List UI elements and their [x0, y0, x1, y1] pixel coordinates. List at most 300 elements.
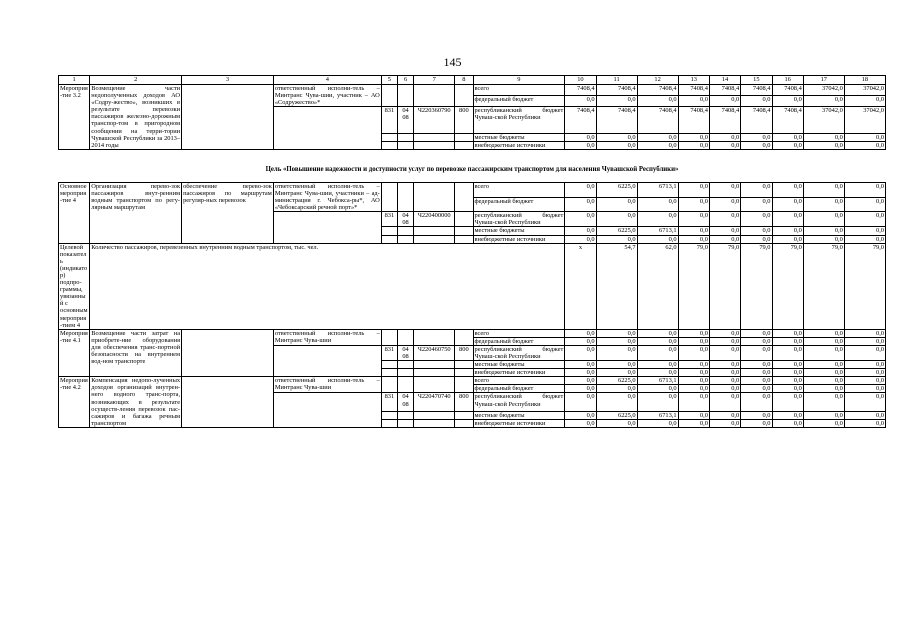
funding-value: 0,0: [772, 141, 803, 149]
funding-source: всего: [473, 182, 565, 197]
funding-value: 0,0: [596, 133, 637, 141]
column-number: 13: [678, 76, 709, 85]
vr-code: 800: [455, 345, 473, 360]
funding-value: 0,0: [596, 419, 637, 427]
block4-row-0: [59, 182, 886, 197]
funding-value: 0,0: [637, 385, 678, 393]
csr-code: [414, 361, 455, 369]
funding-value: 6713,1: [637, 377, 678, 385]
funding-value: 0,0: [709, 212, 740, 227]
funding-value: 0,0: [772, 385, 803, 393]
funding-source: местные бюджеты: [473, 227, 565, 235]
funding-source: местные бюджеты: [473, 361, 565, 369]
funding-value: 0,0: [709, 385, 740, 393]
funding-value: 0,0: [678, 227, 709, 235]
funding-value: 0,0: [565, 337, 596, 345]
column-number: 5: [381, 76, 397, 85]
funding-value: 0,0: [678, 212, 709, 227]
funding-value: 0,0: [596, 329, 637, 337]
funding-value: 0,0: [565, 141, 596, 149]
funding-value: 0,0: [844, 369, 885, 377]
indicator-value: 79,0: [741, 243, 772, 329]
column-number: 4: [273, 76, 381, 85]
funding-source: республиканский бюджет Чуваш-ской Республики: [474, 212, 564, 227]
rz-code: 04 08: [397, 393, 413, 411]
funding-value: 0,0: [741, 377, 772, 385]
funding-value: 0,0: [596, 393, 637, 411]
funding-source: республиканский бюджет Чуваш-ской Республики: [473, 393, 565, 411]
csr-code: [414, 227, 455, 235]
funding-value: 0,0: [596, 197, 637, 212]
funding-source: внебюджетные источники: [473, 235, 565, 243]
funding-value: 0,0: [565, 329, 596, 337]
funding-value: 0,0: [678, 419, 709, 427]
csr-code: [414, 411, 455, 419]
funding-value: 0,0: [565, 182, 596, 197]
grbs-code: [381, 141, 397, 149]
funding-value: 0,0: [709, 369, 740, 377]
funding-value: 0,0: [772, 361, 803, 369]
responsible-executor: ответственный исполни-тель – Минтранс Чува-шии: [274, 377, 380, 392]
funding-value: 7408,4: [741, 107, 772, 133]
funding-source: местные бюджеты: [473, 411, 565, 419]
funding-value: 7408,4: [596, 85, 637, 96]
rz-code: [397, 411, 413, 419]
responsible-executor: ответственный исполни-тель – Минтранс Чува-шии, участник – АО «Содружество»*: [274, 85, 380, 107]
funding-value: 0,0: [741, 345, 772, 360]
funding-value: 0,0: [803, 235, 844, 243]
indicator-value: 79,0: [709, 243, 740, 329]
funding-value: 0,0: [565, 361, 596, 369]
responsible-executor-cont: [273, 212, 381, 243]
indicator-value: 79,0: [844, 243, 885, 329]
funding-value: 0,0: [637, 141, 678, 149]
funding-value: 0,0: [596, 235, 637, 243]
funding-value: 0,0: [565, 369, 596, 377]
funding-value: 0,0: [803, 227, 844, 235]
funding-value: 0,0: [741, 141, 772, 149]
funding-value: 6713,1: [637, 227, 678, 235]
csr-code: [414, 141, 455, 149]
funding-value: 7408,4: [565, 85, 596, 96]
vr-code: [455, 85, 473, 107]
expected-result: [182, 329, 274, 377]
vr-code: [455, 377, 473, 393]
expected-result: [182, 377, 274, 428]
funding-value: 0,0: [844, 337, 885, 345]
funding-value: 0,0: [803, 212, 844, 227]
funding-value: 0,0: [678, 329, 709, 337]
grbs-code: [381, 133, 397, 141]
funding-value: 0,0: [637, 337, 678, 345]
funding-source: федеральный бюджет: [473, 96, 565, 107]
funding-value: 0,0: [678, 411, 709, 419]
block32-row-0: [59, 85, 886, 96]
funding-value: 0,0: [637, 393, 678, 411]
activity-name: Основное мероприя-тие 4: [59, 182, 90, 243]
funding-value: 0,0: [741, 197, 772, 212]
funding-value: 7408,4: [596, 107, 637, 133]
rz-code: [397, 227, 413, 235]
funding-value: 0,0: [844, 385, 885, 393]
funding-value: 0,0: [637, 212, 678, 227]
funding-value: 37042,0: [803, 107, 844, 133]
funding-source: республиканский бюджет Чуваш-ской Республики: [473, 107, 565, 133]
block41-row-0: [59, 329, 886, 337]
funding-value: 0,0: [844, 227, 885, 235]
funding-source: федеральный бюджет: [473, 337, 565, 345]
funding-value: 0,0: [844, 96, 885, 107]
funding-value: 0,0: [709, 377, 740, 385]
column-number: 16: [772, 76, 803, 85]
column-number: 17: [803, 76, 844, 85]
funding-value: 0,0: [803, 361, 844, 369]
funding-value: 0,0: [637, 235, 678, 243]
funding-value: 0,0: [741, 411, 772, 419]
funding-value: 0,0: [844, 345, 885, 360]
responsible-executor: ответственный исполни-тель – Минтранс Чува-шии: [274, 329, 380, 344]
funding-value: 0,0: [709, 393, 740, 411]
column-number: 3: [182, 76, 274, 85]
csr-code: Ч220400000: [414, 212, 455, 227]
budget-table: [58, 75, 886, 428]
funding-value: 0,0: [565, 235, 596, 243]
indicator-value: 62,0: [637, 243, 678, 329]
funding-value: 0,0: [772, 393, 803, 411]
vr-code: [455, 329, 473, 345]
funding-value: 0,0: [844, 377, 885, 385]
funding-value: 0,0: [803, 393, 844, 411]
csr-code: [414, 133, 455, 141]
column-number: 18: [844, 76, 885, 85]
responsible-executor-cont: [273, 393, 381, 427]
funding-source: местные бюджеты: [473, 133, 565, 141]
funding-value: 0,0: [741, 133, 772, 141]
funding-value: 6713,1: [637, 182, 678, 197]
responsible-executor-cont: [273, 107, 381, 150]
funding-value: 0,0: [709, 235, 740, 243]
header-row: [59, 76, 886, 85]
funding-source: республиканский бюджет Чуваш-ской Республики: [474, 345, 564, 360]
funding-value: 0,0: [565, 227, 596, 235]
grbs-code: [381, 411, 397, 419]
funding-value: 0,0: [637, 197, 678, 212]
csr-code: Ч220470740: [414, 393, 455, 411]
funding-value: 0,0: [772, 182, 803, 197]
grbs-code: 831: [381, 393, 397, 411]
indicator-value: x: [565, 243, 596, 329]
grbs-code: [381, 329, 397, 345]
funding-value: 0,0: [565, 133, 596, 141]
funding-value: 0,0: [803, 141, 844, 149]
funding-value: 0,0: [678, 197, 709, 212]
rz-code: 04 08: [397, 212, 413, 227]
vr-code: [455, 361, 473, 369]
vr-code: [455, 227, 473, 235]
funding-value: 0,0: [803, 133, 844, 141]
funding-value: 7408,4: [678, 107, 709, 133]
funding-value: 0,0: [741, 385, 772, 393]
funding-value: 0,0: [803, 182, 844, 197]
column-number: 2: [90, 76, 182, 85]
funding-value: 0,0: [565, 419, 596, 427]
funding-value: 0,0: [678, 393, 709, 411]
funding-value: 0,0: [565, 197, 596, 212]
funding-value: 0,0: [596, 361, 637, 369]
funding-value: 0,0: [772, 377, 803, 385]
funding-value: 0,0: [709, 133, 740, 141]
funding-value: 0,0: [709, 419, 740, 427]
funding-value: 37042,0: [844, 107, 885, 133]
activity-description: Возмещение части недополученных доходов АО «Содру-жество», возникших в результате перевозки пассажиров железно-дорожным транспор-том в пригородном сообщении на терри-тории Чувашской Республики за 2013–2014 годы: [91, 85, 181, 149]
funding-source: всего: [473, 85, 565, 96]
responsible-executor: ответственный исполни-тель – Минтранс Чува-шии, участники – ад-министрация г. Чебокса-ры*, АО «Чебоксарский речной порт»*: [274, 182, 380, 212]
funding-value: 0,0: [741, 212, 772, 227]
funding-source: всего: [473, 329, 565, 337]
responsible-executor-cont: [273, 345, 381, 376]
goal-row: [59, 164, 886, 176]
rz-code: [397, 182, 413, 211]
csr-code: [414, 369, 455, 377]
funding-value: 37042,0: [803, 85, 844, 96]
funding-value: 0,0: [565, 377, 596, 385]
funding-value: 0,0: [678, 337, 709, 345]
csr-code: [414, 329, 455, 345]
funding-value: 0,0: [565, 385, 596, 393]
rz-code: [397, 369, 413, 377]
funding-value: 6225,0: [596, 227, 637, 235]
funding-value: 0,0: [844, 329, 885, 337]
funding-value: 0,0: [844, 411, 885, 419]
funding-value: 0,0: [772, 96, 803, 107]
funding-value: 0,0: [772, 419, 803, 427]
indicator-row: [59, 243, 886, 329]
rz-code: [397, 141, 413, 149]
funding-value: 0,0: [844, 361, 885, 369]
activity-name: Мероприя-тие 4.1: [59, 329, 90, 377]
spacer: [59, 149, 886, 164]
funding-value: 0,0: [772, 329, 803, 337]
funding-value: 0,0: [596, 96, 637, 107]
funding-value: 7408,4: [709, 85, 740, 96]
funding-value: 0,0: [565, 345, 596, 360]
funding-value: 0,0: [637, 345, 678, 360]
funding-value: 0,0: [709, 345, 740, 360]
funding-value: 0,0: [741, 96, 772, 107]
rz-code: [397, 85, 413, 107]
funding-value: 0,0: [596, 212, 637, 227]
funding-value: 0,0: [741, 329, 772, 337]
funding-value: 0,0: [741, 182, 772, 197]
column-number: 15: [741, 76, 772, 85]
csr-code: [414, 182, 455, 211]
funding-source: федеральный бюджет: [473, 385, 565, 393]
funding-value: 0,0: [772, 411, 803, 419]
column-number: 1: [59, 76, 90, 85]
funding-value: 7408,4: [678, 85, 709, 96]
funding-value: 0,0: [678, 182, 709, 197]
funding-value: 0,0: [803, 96, 844, 107]
funding-value: 0,0: [772, 345, 803, 360]
rz-code: [397, 329, 413, 345]
csr-code: [414, 235, 455, 243]
goal-title: Цель «Повышение надежности и доступности услуг по перевозке пассажирским транспортом для населения Чувашской Республики»: [265, 166, 679, 174]
vr-code: [455, 369, 473, 377]
funding-value: 0,0: [803, 385, 844, 393]
funding-value: 0,0: [741, 419, 772, 427]
grbs-code: [381, 377, 397, 393]
activity-description: Организация перево-зок пассажиров внут-ренним водным транспортом по регу-лярным маршрутам: [90, 182, 182, 243]
activity-name: Мероприя-тие 4.2: [59, 377, 90, 428]
funding-source: внебюджетные источники: [473, 369, 565, 377]
rz-code: 04 08: [397, 107, 413, 133]
expected-result: обеспечение перево-зок пассажиров по маршрутам регуляр-ных перевозок: [182, 182, 274, 243]
funding-value: 0,0: [803, 345, 844, 360]
funding-value: 0,0: [772, 197, 803, 212]
funding-value: 0,0: [741, 227, 772, 235]
indicator-text: Количество пассажиров, перевезенных внутренним водным транспортом, тыс. чел.: [90, 243, 565, 329]
grbs-code: 831: [381, 345, 397, 360]
funding-value: 0,0: [803, 377, 844, 385]
grbs-code: [381, 361, 397, 369]
funding-value: 0,0: [772, 133, 803, 141]
funding-value: 0,0: [678, 235, 709, 243]
funding-value: 0,0: [844, 235, 885, 243]
csr-code: [414, 419, 455, 427]
funding-value: 0,0: [772, 337, 803, 345]
funding-value: 0,0: [709, 329, 740, 337]
csr-code: Ч220360790: [414, 107, 455, 133]
funding-value: 0,0: [803, 419, 844, 427]
column-number: 6: [397, 76, 413, 85]
funding-value: 0,0: [637, 361, 678, 369]
funding-value: 7408,4: [709, 107, 740, 133]
funding-value: 0,0: [741, 337, 772, 345]
indicator-label: Целевой показатель (индикатор) подпро-граммы, увязанный с основным мероприя-тием 4: [59, 243, 90, 329]
funding-value: 0,0: [596, 345, 637, 360]
funding-value: 0,0: [844, 212, 885, 227]
page-number: 145: [443, 55, 462, 69]
funding-value: 0,0: [844, 197, 885, 212]
funding-value: 0,0: [678, 133, 709, 141]
funding-value: 0,0: [565, 411, 596, 419]
funding-value: 7408,4: [637, 107, 678, 133]
csr-code: Ч220460750: [414, 345, 455, 360]
funding-value: 0,0: [637, 369, 678, 377]
indicator-value: 54,7: [596, 243, 637, 329]
funding-value: 0,0: [678, 345, 709, 360]
funding-value: 0,0: [596, 369, 637, 377]
funding-value: 0,0: [709, 182, 740, 197]
block42-row-0: [59, 377, 886, 385]
funding-value: 0,0: [596, 141, 637, 149]
funding-value: 0,0: [803, 369, 844, 377]
funding-value: 0,0: [678, 96, 709, 107]
funding-value: 0,0: [709, 197, 740, 212]
funding-value: 0,0: [678, 361, 709, 369]
activity-name: Мероприя-тие 3.2: [59, 85, 90, 150]
funding-value: 0,0: [709, 411, 740, 419]
funding-value: 7408,4: [741, 85, 772, 96]
column-number: 10: [565, 76, 596, 85]
funding-value: 6225,0: [596, 411, 637, 419]
funding-value: 0,0: [772, 212, 803, 227]
expected-result: [182, 85, 274, 150]
funding-value: 0,0: [803, 329, 844, 337]
funding-value: 0,0: [709, 141, 740, 149]
funding-value: 0,0: [772, 235, 803, 243]
csr-code: [414, 377, 455, 393]
funding-source: всего: [473, 377, 565, 385]
grbs-code: [381, 369, 397, 377]
rz-code: [397, 133, 413, 141]
funding-value: 0,0: [596, 385, 637, 393]
vr-code: [455, 411, 473, 419]
funding-value: 0,0: [678, 377, 709, 385]
grbs-code: [381, 419, 397, 427]
grbs-code: [381, 182, 397, 211]
funding-value: 7408,4: [772, 107, 803, 133]
vr-code: [455, 133, 473, 141]
funding-value: 7408,4: [565, 107, 596, 133]
funding-value: 7408,4: [637, 85, 678, 96]
funding-value: 0,0: [565, 96, 596, 107]
funding-value: 0,0: [709, 96, 740, 107]
vr-code: [455, 419, 473, 427]
funding-value: 0,0: [565, 393, 596, 411]
funding-value: 0,0: [741, 369, 772, 377]
funding-value: 7408,4: [772, 85, 803, 96]
funding-value: 0,0: [709, 337, 740, 345]
rz-code: 04 08: [397, 345, 413, 360]
grbs-code: [381, 235, 397, 243]
vr-code: [455, 182, 473, 211]
funding-value: 0,0: [678, 369, 709, 377]
grbs-code: 831: [381, 212, 397, 227]
funding-value: 0,0: [741, 361, 772, 369]
funding-value: 0,0: [678, 385, 709, 393]
rz-code: [397, 235, 413, 243]
funding-value: 0,0: [637, 419, 678, 427]
funding-value: 0,0: [844, 419, 885, 427]
vr-code: 800: [455, 393, 473, 411]
funding-value: 0,0: [803, 411, 844, 419]
funding-value: 0,0: [803, 197, 844, 212]
funding-value: 0,0: [844, 393, 885, 411]
activity-description: Компенсация недопо-лученных доходов организаций внутрен-него водного транс-порта, возникающих в результате осуществ-ления перевозок пас-сажиров и багажа речным транспортом: [91, 377, 181, 427]
vr-code: [455, 141, 473, 149]
funding-value: 0,0: [709, 361, 740, 369]
column-number: 11: [596, 76, 637, 85]
funding-value: 0,0: [565, 212, 596, 227]
column-number: 7: [414, 76, 455, 85]
funding-value: 0,0: [596, 337, 637, 345]
vr-code: [455, 235, 473, 243]
funding-value: 0,0: [637, 133, 678, 141]
funding-value: 0,0: [844, 141, 885, 149]
spacer-row: [59, 149, 886, 164]
rz-code: [397, 361, 413, 369]
funding-value: 0,0: [741, 393, 772, 411]
funding-value: 0,0: [678, 141, 709, 149]
column-number: 8: [455, 76, 473, 85]
funding-value: 37042,0: [844, 85, 885, 96]
funding-source: федеральный бюджет: [473, 197, 565, 212]
funding-source: внебюджетные источники: [473, 419, 565, 427]
activity-description: Возмещение части затрат на приобрете-ние оборудования для обеспечения транс-портной безопасности на внутреннем вод-ном транспорте: [90, 329, 182, 377]
funding-value: 6225,0: [596, 182, 637, 197]
indicator-value: 79,0: [803, 243, 844, 329]
